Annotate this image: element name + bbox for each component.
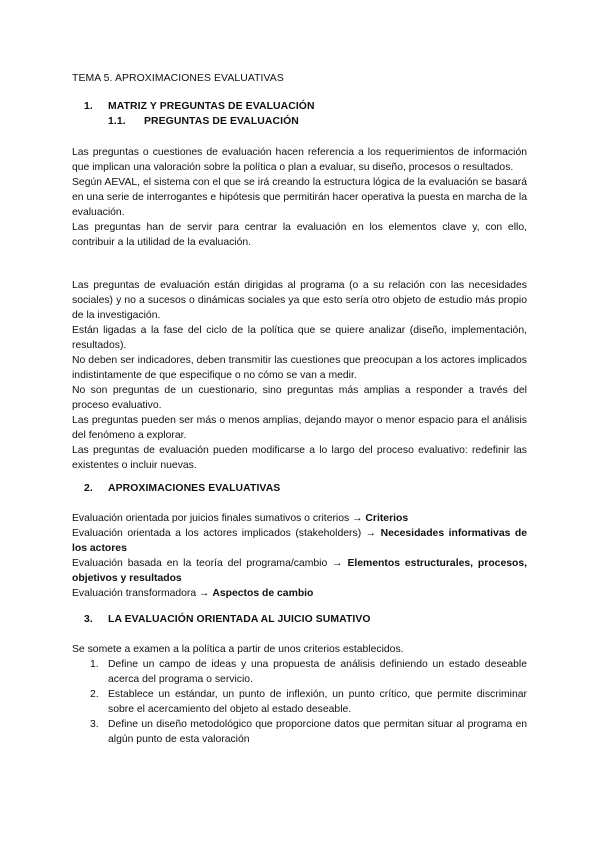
paragraph: Las preguntas de evaluación están dirigidas al programa (o a su relación con las necesidades sociales) y no a sucesos o dinámicas sociales ya que esto sería otro objeto de estudio más propio de la investigación. [72, 280, 527, 321]
subsection-1-1-heading: PREGUNTAS DE EVALUACIÓN [144, 116, 299, 127]
section-2-number: 2. [84, 483, 93, 494]
section-2-heading: APROXIMACIONES EVALUATIVAS [108, 483, 281, 494]
paragraph: No deben ser indicadores, deben transmitir las cuestiones que preocupan a los actores implicados indistintamente de que especifique o no cómo se van a medir. [72, 355, 527, 381]
paragraph: Las preguntas o cuestiones de evaluación hacen referencia a los requerimientos de información que implican una valoración sobre la política o plan a evaluar, su diseño, procesos o resultados. [72, 147, 527, 173]
list-item: 3. Define un diseño metodológico que proporcione datos que permitan situar al programa en algún punto de esta valoración [90, 719, 527, 745]
list-item: 2. Establece un estándar, un punto de inflexión, un punto crítico, que permite discriminar sobre el acercamiento del objeto al estado deseable. [90, 689, 527, 715]
section-3-intro: Se somete a examen a la política a partir de unos criterios establecidos. [72, 644, 404, 655]
section-3-body [72, 642, 527, 747]
approach-item: Evaluación orientada por juicios finales sumativos o criterios → Criterios [72, 513, 409, 524]
approach-item: Evaluación orientada a los actores implicados (stakeholders) → Necesidades informativas de los actores [72, 528, 527, 554]
subsection-1-1-number: 1.1. [108, 116, 126, 127]
paragraph: Según AEVAL, el sistema con el que se irá creando la estructura lógica de la evaluación se basará en una serie de interrogantes e hipótesis que permitirán hacer operativa la puesta en marcha de la evaluación. [72, 177, 527, 218]
page-title: TEMA 5. APROXIMACIONES EVALUATIVAS [72, 73, 284, 84]
paragraph: Las preguntas han de servir para centrar la evaluación en los elementos clave y, con ello, contribuir a la utilidad de la evaluación. [72, 222, 527, 248]
paragraph-group-2 [72, 278, 527, 473]
paragraph: Las preguntas pueden ser más o menos amplias, dejando mayor o menor espacio para el análisis del fenómeno a explorar. [72, 415, 527, 441]
section-1-number: 1. [84, 101, 93, 112]
section-3-number: 3. [84, 614, 93, 625]
section-1-heading: MATRIZ Y PREGUNTAS DE EVALUACIÓN [108, 101, 315, 112]
paragraph: Las preguntas de evaluación pueden modificarse a lo largo del proceso evaluativo: redefinir las existentes o incluir nuevas. [72, 445, 527, 471]
list-item: 1. Define un campo de ideas y una propuesta de análisis definiendo un estado deseable acerca del programa o servicio. [90, 659, 527, 685]
approach-item: Evaluación transformadora → Aspectos de cambio [72, 588, 314, 599]
paragraph: No son preguntas de un cuestionario, sino preguntas más amplias a responder a través del proceso evaluativo. [72, 385, 527, 411]
steps-list [72, 657, 527, 747]
section-3-heading: LA EVALUACIÓN ORIENTADA AL JUICIO SUMATIVO [108, 614, 371, 625]
approach-item: Evaluación basada en la teoría del programa/cambio → Elementos estructurales, procesos, objetivos y resultados [72, 558, 528, 584]
paragraph-group-1 [72, 145, 527, 250]
paragraph: Están ligadas a la fase del ciclo de la política que se quiere analizar (diseño, implementación, resultados). [72, 325, 527, 351]
approaches-list [72, 511, 527, 601]
